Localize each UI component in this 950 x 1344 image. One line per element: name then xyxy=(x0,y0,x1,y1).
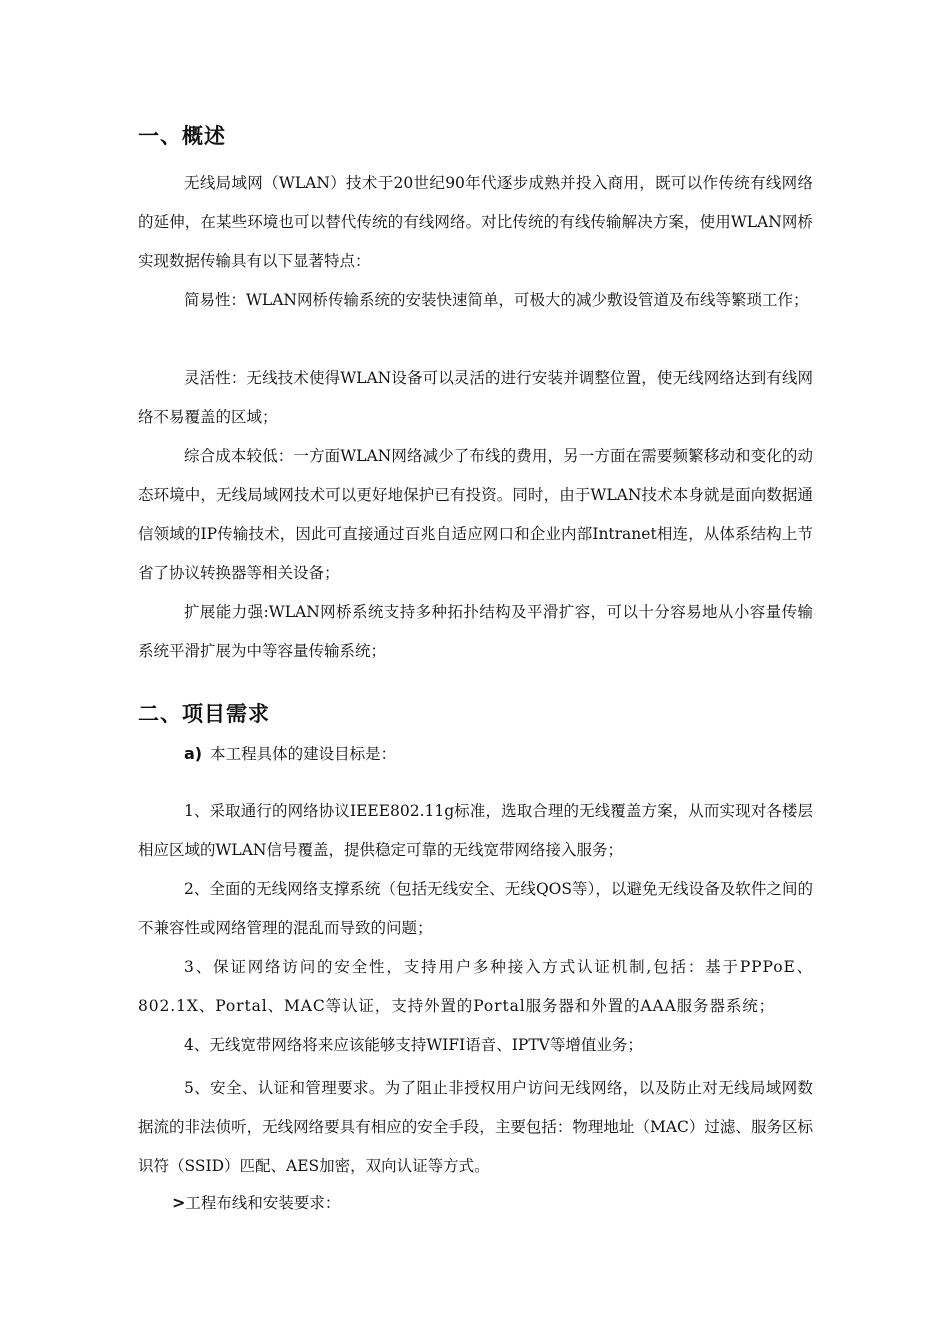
paragraph-low-cost: 综合成本较低：一方面WLAN网络减少了布线的费用，另一方面在需要频繁移动和变化的动态环境中，无线局域网技术可以更好地保护已有投资。同时，由于WLAN技术本身就是面向数据通信领域的IP传输技术，因此可直接通过百兆自适应网口和企业内部Intranet相连，从体系结构上节省了协议转换器等相关设备； xyxy=(138,447,813,582)
section-2-title: 二、项目需求 xyxy=(138,702,270,726)
paragraph-flexibility: 灵活性：无线技术使得WLAN设备可以灵活的进行安装并调整位置，使无线网络达到有线网络不易覆盖的区域； xyxy=(138,369,813,426)
section-1-title: 一、概述 xyxy=(138,124,226,148)
paragraph-scalability: 扩展能力强:WLAN网桥系统支持多种拓扑结构及平滑扩容，可以十分容易地从小容量传输系统平滑扩展为中等容量传输系统； xyxy=(138,603,813,660)
paragraph-simplicity: 简易性：WLAN网桥传输系统的安装快速简单，可极大的减少敷设管道及布线等繁琐工作； xyxy=(184,291,809,309)
requirement-item-2: 2、全面的无线网络支撑系统（包括无线安全、无线QOS等），以避免无线设备及软件之间的不兼容性或网络管理的混乱而导致的问题； xyxy=(138,880,813,937)
requirement-item-3: 3、保证网络访问的安全性，支持用户多种接入方式认证机制,包括：基于PPPoE、802.1X、Portal、MAC等认证，支持外置的Portal服务器和外置的AAA服务器系统； xyxy=(138,958,813,1015)
subheading-a-marker: a) xyxy=(184,744,203,763)
requirement-item-5: 5、安全、认证和管理要求。为了阻止非授权用户访问无线网络，以及防止对无线局域网数据流的非法侦听，无线网络要具有相应的安全手段，主要包括：物理地址（MAC）过滤、服务区标识符（SSID）匹配、AES加密，双向认证等方式。 xyxy=(138,1079,813,1175)
paragraph-overview: 无线局域网（WLAN）技术于20世纪90年代逐步成熟并投入商用，既可以作传统有线网络的延伸，在某些环境也可以替代传统的有线网络。对比传统的有线传输解决方案，使用WLAN网桥实现数据传输具有以下显著特点： xyxy=(138,174,813,270)
arrow-marker-icon: > xyxy=(172,1193,186,1212)
subheading-b-text: 工程布线和安装要求： xyxy=(185,1194,341,1212)
requirement-item-4: 4、无线宽带网络将来应该能够支持WIFI语音、IPTV等增值业务； xyxy=(184,1036,643,1054)
subheading-a xyxy=(184,742,396,764)
requirement-item-1: 1、采取通行的网络协议IEEE802.11g标准，选取合理的无线覆盖方案，从而实现对各楼层相应区域的WLAN信号覆盖，提供稳定可靠的无线宽带网络接入服务； xyxy=(138,802,813,859)
subheading-a-text: 本工程具体的建设目标是： xyxy=(210,745,397,763)
subheading-b xyxy=(172,1191,340,1213)
